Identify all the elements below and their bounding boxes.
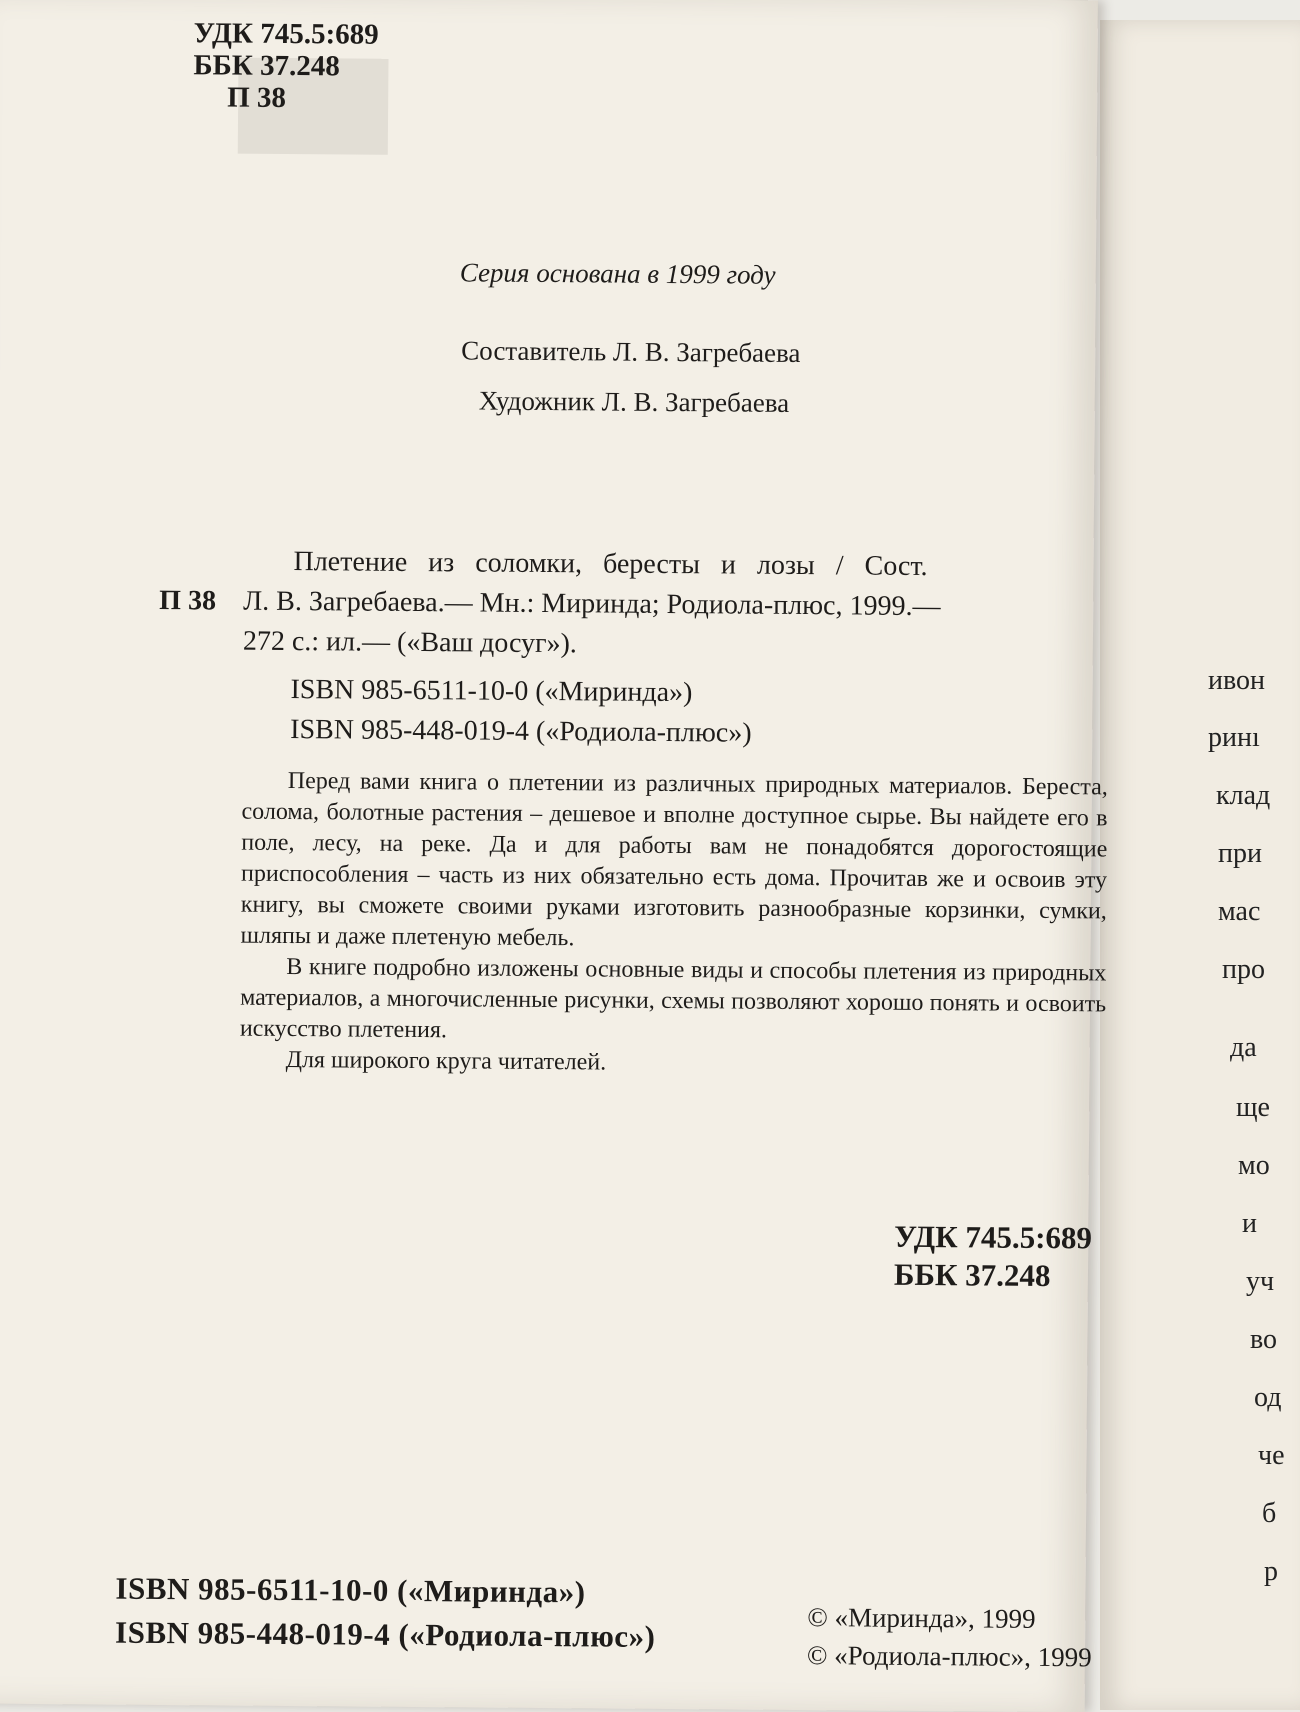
facing-page-fragment: од [1254,1382,1282,1413]
facing-page-fragment: р [1264,1556,1278,1587]
footer-udk: УДК 745.5:689 [894,1218,1093,1256]
facing-page-fragment: при [1218,838,1262,869]
footer-isbn-1: ISBN 985-6511-10-0 («Миринда») [115,1570,586,1610]
entry-isbn-2: ISBN 985-448-019-4 («Родиола-плюс») [290,714,752,749]
copyright-2: © «Родиола-плюс», 1999 [806,1640,1092,1673]
facing-page-fragment: во [1250,1324,1278,1355]
author-sign: П 38 [227,81,287,114]
facing-page-fragment: б [1262,1498,1277,1529]
annotation-paragraph: Перед вами книга о плетении из различных природных материалов. Береста, солома, болотные растения – дешевое и вполне доступное сырье. Вы найдете его в поле, лесу, на реке. Да и для работы вам не понадобятся дорогостоящие приспособления – часть из них обязательно есть дома. Прочитав же и освоив эту книгу, вы сможете своими руками изготовить разнообразные корзинки, сумки, шляпы и даже плетеную мебель. [240,767,1108,952]
entry-title-line: Плетение из соломки, бересты и лозы / Сост. [293,546,928,583]
footer-bbk: ББК 37.248 [893,1256,1051,1294]
series-note: Серия основана в 1999 году [459,257,776,290]
annotation-paragraph: В книге подробно изложены основные виды и способы плетения из природных материалов, а многочисленные рисунки, схемы позволяют хорошо понять и освоить искусство плетения. [239,953,1107,1044]
artist-credit: Художник Л. В. Загребаева [478,385,790,418]
annotation [240,766,1108,1083]
entry-code: П 38 [159,584,217,617]
facing-page-fragment: мас [1218,896,1261,927]
facing-page-fragment: мо [1238,1150,1270,1181]
entry-isbn-1: ISBN 985-6511-10-0 («Миринда») [290,674,693,709]
copyright-1: © «Миринда», 1999 [807,1602,1036,1634]
facing-page-fragment: ринı [1208,722,1260,753]
facing-page-fragment: про [1222,954,1265,985]
show-through-title: ​ ​ ​ [969,159,973,516]
facing-page-fragment: да [1230,1032,1257,1063]
facing-page [1100,20,1300,1710]
facing-page-fragment: ивон [1208,665,1265,696]
udk-code: УДК 745.5:689 [193,17,379,51]
facing-page-fragment: и [1242,1208,1257,1239]
entry-author-line: Л. В. Загребаева.— Мн.: Миринда; Родиола-плюс, 1999.— [243,585,941,623]
facing-page-fragment: че [1258,1440,1285,1471]
entry-pages-line: 272 с.: ил.— («Ваш досуг»). [242,625,578,660]
facing-page-fragment: уч [1246,1266,1275,1297]
audience-note: Для широкого круга читателей. [285,1046,607,1076]
bbk-code: ББК 37.248 [193,49,340,83]
facing-page-fragment: ще [1236,1092,1270,1123]
footer-isbn-2: ISBN 985-448-019-4 («Родиола-плюс») [114,1614,656,1654]
facing-page-fragment: клад [1216,780,1271,811]
compiler-credit: Составитель Л. В. Загребаева [461,335,801,369]
